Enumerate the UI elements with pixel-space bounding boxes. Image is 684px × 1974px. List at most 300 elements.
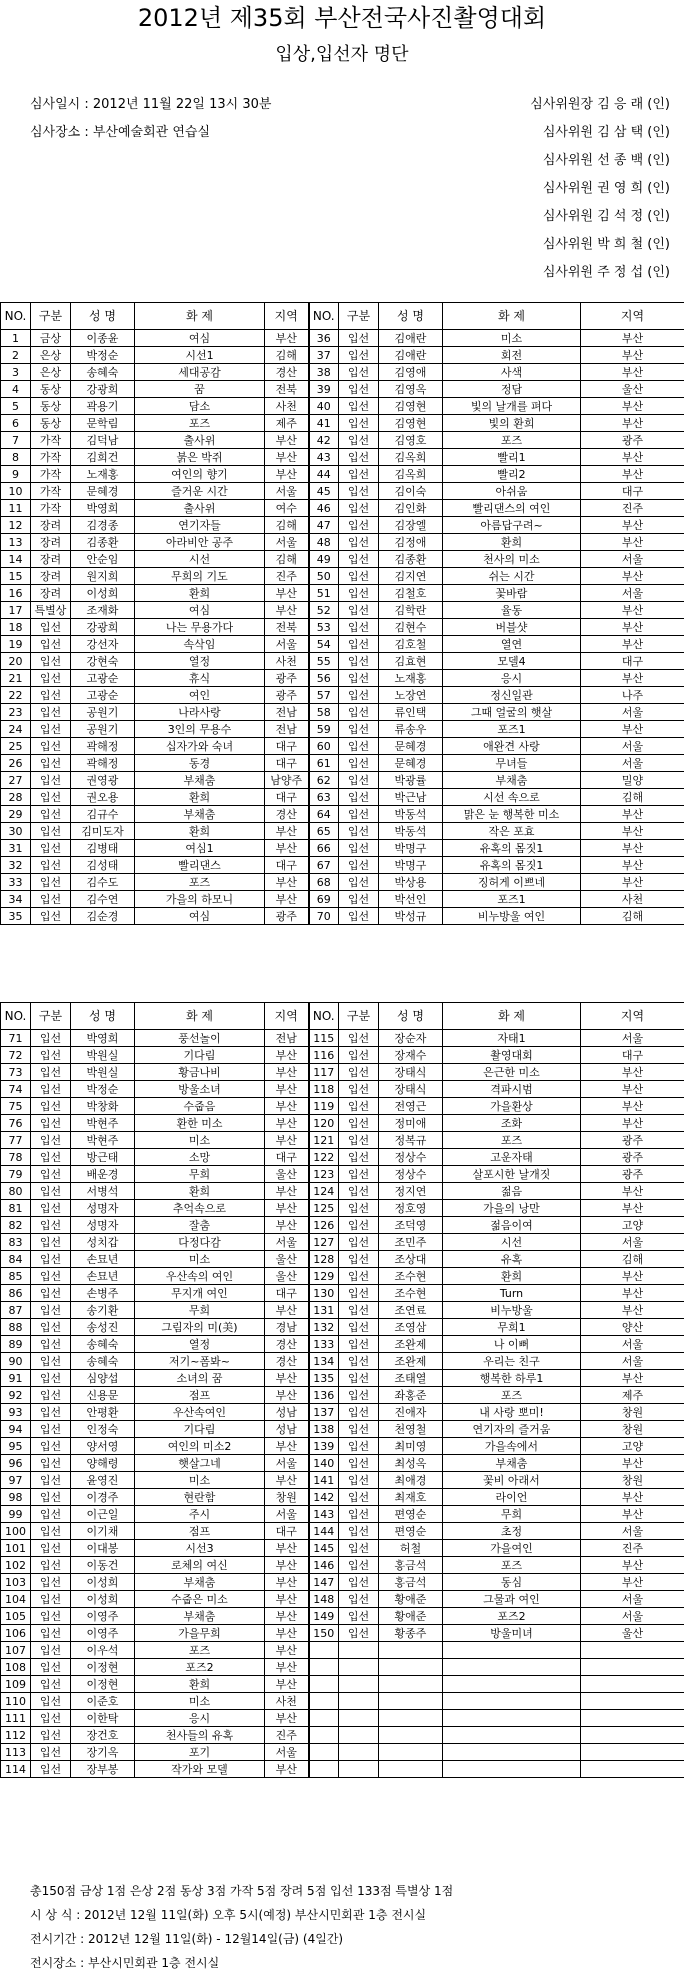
table-cell: 부산 bbox=[581, 670, 684, 687]
table-cell: 입선 bbox=[339, 891, 379, 908]
table-cell: 25 bbox=[1, 738, 31, 755]
table-cell: 입선 bbox=[339, 738, 379, 755]
table-cell: 박성규 bbox=[379, 908, 443, 925]
table-cell: 122 bbox=[309, 1149, 339, 1166]
table-cell: 입선 bbox=[339, 653, 379, 670]
table-cell: 가을여인 bbox=[443, 1540, 581, 1557]
table-cell: 부산 bbox=[581, 364, 684, 381]
table-cell: 입선 bbox=[31, 1642, 71, 1659]
table-cell: 부산 bbox=[581, 415, 684, 432]
table-cell: 울산 bbox=[265, 1251, 309, 1268]
table-cell: 김현수 bbox=[379, 619, 443, 636]
table-cell: 그림자의 미(美) bbox=[135, 1319, 265, 1336]
table-cell: 류송우 bbox=[379, 721, 443, 738]
table-cell: 부산 bbox=[581, 1370, 684, 1387]
table-cell: 입선 bbox=[31, 619, 71, 636]
table-cell: 부산 bbox=[581, 1302, 684, 1319]
table-cell: 입선 bbox=[31, 1506, 71, 1523]
table-cell: 56 bbox=[309, 670, 339, 687]
table-cell: 정지연 bbox=[379, 1183, 443, 1200]
table-cell: 이성희 bbox=[71, 1591, 135, 1608]
table-cell: 입선 bbox=[31, 687, 71, 704]
table-row bbox=[1, 619, 684, 636]
judge-line: 심사위원 박 희 철 (인) bbox=[542, 237, 670, 252]
table-cell bbox=[309, 1744, 339, 1761]
table-cell: 동상 bbox=[31, 398, 71, 415]
table-cell: 입선 bbox=[339, 364, 379, 381]
table-cell: 이영주 bbox=[71, 1625, 135, 1642]
table-cell: 아쉬움 bbox=[443, 483, 581, 500]
table-cell: 연기자의 즐거움 bbox=[443, 1421, 581, 1438]
table-cell: 박광률 bbox=[379, 772, 443, 789]
column-header: 구분 bbox=[339, 1003, 379, 1030]
table-row bbox=[1, 908, 684, 925]
table-cell: 양산 bbox=[581, 1319, 684, 1336]
table-cell: 70 bbox=[309, 908, 339, 925]
table-cell: 김옥희 bbox=[379, 466, 443, 483]
table-cell: 20 bbox=[1, 653, 31, 670]
table-cell bbox=[443, 1710, 581, 1727]
table-cell: 버블샷 bbox=[443, 619, 581, 636]
table-cell: 입선 bbox=[339, 1064, 379, 1081]
table-cell: 22 bbox=[1, 687, 31, 704]
table-cell: 입선 bbox=[339, 1047, 379, 1064]
table-cell: 나는 무용가다 bbox=[135, 619, 265, 636]
table-cell: 창원 bbox=[581, 1472, 684, 1489]
table-cell: 천영철 bbox=[379, 1421, 443, 1438]
table-cell: 세대공감 bbox=[135, 364, 265, 381]
table-cell: 경산 bbox=[265, 1353, 309, 1370]
table-row bbox=[1, 1659, 684, 1676]
table-cell: 부산 bbox=[265, 1761, 309, 1778]
table-cell: 입선 bbox=[31, 1608, 71, 1625]
table-cell: 입선 bbox=[339, 1625, 379, 1642]
judge-line: 심사위원 김 삼 택 (인) bbox=[542, 125, 670, 140]
table-cell: 전영근 bbox=[379, 1098, 443, 1115]
table-cell: 입선 bbox=[31, 1302, 71, 1319]
table-cell: 최성옥 bbox=[379, 1455, 443, 1472]
table-cell: 전남 bbox=[265, 1030, 309, 1047]
table-cell: 입선 bbox=[31, 891, 71, 908]
table-cell: 그물과 여인 bbox=[443, 1591, 581, 1608]
table-cell: 작가와 모델 bbox=[135, 1761, 265, 1778]
table-cell: 대구 bbox=[265, 1523, 309, 1540]
table-cell: 조수현 bbox=[379, 1268, 443, 1285]
table-cell bbox=[379, 1642, 443, 1659]
table-cell: 입선 bbox=[31, 1727, 71, 1744]
table-cell: 입선 bbox=[339, 619, 379, 636]
table-cell: 입선 bbox=[31, 1132, 71, 1149]
table-cell: 부채춤 bbox=[135, 1574, 265, 1591]
table-cell: 신용문 bbox=[71, 1387, 135, 1404]
table-cell: 편영순 bbox=[379, 1506, 443, 1523]
table-cell: 31 bbox=[1, 840, 31, 857]
table-cell: 서울 bbox=[265, 1506, 309, 1523]
table-cell: 입선 bbox=[339, 874, 379, 891]
table-cell bbox=[339, 1659, 379, 1676]
table-cell: 열정 bbox=[135, 653, 265, 670]
table-cell: 무희1 bbox=[443, 1319, 581, 1336]
table-cell: 경산 bbox=[265, 364, 309, 381]
table-row bbox=[1, 1336, 684, 1353]
table-cell: 환희 bbox=[443, 1268, 581, 1285]
table-cell: 77 bbox=[1, 1132, 31, 1149]
table-cell: 시선 속으로 bbox=[443, 789, 581, 806]
table-cell: 권오용 bbox=[71, 789, 135, 806]
table-cell: 환희 bbox=[135, 823, 265, 840]
table-cell: 47 bbox=[309, 517, 339, 534]
table-cell: 응시 bbox=[443, 670, 581, 687]
table-cell: 무희 bbox=[443, 1506, 581, 1523]
table-cell: 정상수 bbox=[379, 1166, 443, 1183]
table-cell: 부산 bbox=[581, 1081, 684, 1098]
table-cell: 136 bbox=[309, 1387, 339, 1404]
table-cell: 초정 bbox=[443, 1523, 581, 1540]
table-cell: 문혜경 bbox=[71, 483, 135, 500]
table-cell: 부채춤 bbox=[135, 1608, 265, 1625]
table-cell: 73 bbox=[1, 1064, 31, 1081]
table-cell: 28 bbox=[1, 789, 31, 806]
table-cell: 무희 bbox=[135, 1166, 265, 1183]
table-cell: 부산 bbox=[581, 721, 684, 738]
table-cell: 13 bbox=[1, 534, 31, 551]
table-cell: 서울 bbox=[581, 551, 684, 568]
table-cell: 포기 bbox=[135, 1744, 265, 1761]
table-cell: 입선 bbox=[339, 1370, 379, 1387]
table-cell: 부산 bbox=[265, 1302, 309, 1319]
table-cell: 116 bbox=[309, 1047, 339, 1064]
table-cell: 124 bbox=[309, 1183, 339, 1200]
table-cell: 부산 bbox=[265, 1608, 309, 1625]
table-cell: 손묘년 bbox=[71, 1251, 135, 1268]
table-cell: 사천 bbox=[265, 653, 309, 670]
column-header: NO. bbox=[309, 1003, 339, 1030]
table-cell: 서울 bbox=[581, 738, 684, 755]
table-cell: 사천 bbox=[581, 891, 684, 908]
table-cell: 입선 bbox=[339, 1523, 379, 1540]
table-cell: 부산 bbox=[265, 1081, 309, 1098]
table-cell bbox=[309, 1693, 339, 1710]
table-cell: 부산 bbox=[265, 1472, 309, 1489]
table-cell: 66 bbox=[309, 840, 339, 857]
table-cell: 입선 bbox=[31, 789, 71, 806]
table-cell: 내 사랑 뽀미! bbox=[443, 1404, 581, 1421]
table-cell: 김수연 bbox=[71, 891, 135, 908]
table-cell: 정미애 bbox=[379, 1115, 443, 1132]
table-row bbox=[1, 534, 684, 551]
table-row bbox=[1, 1030, 684, 1047]
table-row bbox=[1, 1149, 684, 1166]
table-cell: 부산 bbox=[581, 1506, 684, 1523]
table-row bbox=[1, 823, 684, 840]
table-row bbox=[1, 1523, 684, 1540]
table-cell bbox=[581, 1710, 684, 1727]
table-cell: 61 bbox=[309, 755, 339, 772]
table-cell: 김병태 bbox=[71, 840, 135, 857]
table-row bbox=[1, 1625, 684, 1642]
table-cell bbox=[339, 1642, 379, 1659]
table-cell: 입선 bbox=[31, 1336, 71, 1353]
table-cell: 김해 bbox=[581, 908, 684, 925]
table-cell: 고양 bbox=[581, 1438, 684, 1455]
table-cell: 동경 bbox=[135, 755, 265, 772]
table-cell: 부산 bbox=[581, 1268, 684, 1285]
table-cell: 39 bbox=[309, 381, 339, 398]
table-cell bbox=[379, 1727, 443, 1744]
table-cell: 응시 bbox=[135, 1710, 265, 1727]
table-cell: 55 bbox=[309, 653, 339, 670]
table-cell: 59 bbox=[309, 721, 339, 738]
table-cell: 곽용기 bbox=[71, 398, 135, 415]
column-header: NO. bbox=[309, 303, 339, 330]
table-cell: 92 bbox=[1, 1387, 31, 1404]
table-cell: 특별상 bbox=[31, 602, 71, 619]
table-cell: 열정 bbox=[135, 1336, 265, 1353]
table-cell: 74 bbox=[1, 1081, 31, 1098]
table-row bbox=[1, 432, 684, 449]
table-cell: 106 bbox=[1, 1625, 31, 1642]
table-cell: 부채춤 bbox=[443, 772, 581, 789]
table-cell: 김학란 bbox=[379, 602, 443, 619]
table-cell: 기다림 bbox=[135, 1421, 265, 1438]
table-cell: 우산속여인 bbox=[135, 1404, 265, 1421]
judging-date: 심사일시 : 2012년 11월 22일 13시 30분 bbox=[30, 97, 272, 112]
table-cell: 노재홍 bbox=[71, 466, 135, 483]
table-cell: 최미영 bbox=[379, 1438, 443, 1455]
table-row bbox=[1, 857, 684, 874]
column-header: 화 제 bbox=[443, 303, 581, 330]
table-cell: 전북 bbox=[265, 619, 309, 636]
table-cell: 광주 bbox=[581, 432, 684, 449]
judge-line: 심사위원 선 종 백 (인) bbox=[542, 153, 670, 168]
table-cell: 10 bbox=[1, 483, 31, 500]
table-cell: 부산 bbox=[581, 1489, 684, 1506]
table-cell: 141 bbox=[309, 1472, 339, 1489]
table-cell: 부산 bbox=[581, 1200, 684, 1217]
table-cell: 입선 bbox=[31, 1744, 71, 1761]
table-cell: 장려 bbox=[31, 534, 71, 551]
table-cell: 미소 bbox=[135, 1693, 265, 1710]
table-cell: 입선 bbox=[339, 755, 379, 772]
table-row bbox=[1, 1438, 684, 1455]
table-cell: 107 bbox=[1, 1642, 31, 1659]
table-cell: 안순임 bbox=[71, 551, 135, 568]
table-row bbox=[1, 1047, 684, 1064]
table-cell: 강현숙 bbox=[71, 653, 135, 670]
table-cell: 주시 bbox=[135, 1506, 265, 1523]
table-cell: 140 bbox=[309, 1455, 339, 1472]
table-cell: 99 bbox=[1, 1506, 31, 1523]
table-cell: 진주 bbox=[581, 1540, 684, 1557]
table-cell: 대구 bbox=[581, 653, 684, 670]
table-cell: 부산 bbox=[581, 330, 684, 347]
table-cell: 포즈1 bbox=[443, 721, 581, 738]
table-row bbox=[1, 1285, 684, 1302]
table-cell: 휴식 bbox=[135, 670, 265, 687]
table-cell: 입선 bbox=[339, 704, 379, 721]
table-cell: 서울 bbox=[581, 755, 684, 772]
table-cell: 부산 bbox=[581, 534, 684, 551]
table-cell: 입선 bbox=[339, 415, 379, 432]
table-cell: 114 bbox=[1, 1761, 31, 1778]
table-cell: 진주 bbox=[581, 500, 684, 517]
table-cell: 부산 bbox=[581, 1064, 684, 1081]
table-cell: 은상 bbox=[31, 364, 71, 381]
table-cell: 편영순 bbox=[379, 1523, 443, 1540]
table-cell: 이정현 bbox=[71, 1676, 135, 1693]
table-cell: 3인의 무용수 bbox=[135, 721, 265, 738]
table-cell bbox=[379, 1676, 443, 1693]
table-cell: 입선 bbox=[339, 840, 379, 857]
table-row bbox=[1, 1557, 684, 1574]
table-cell: 입선 bbox=[31, 840, 71, 857]
table-cell: 창원 bbox=[581, 1404, 684, 1421]
table-cell: 입선 bbox=[31, 1591, 71, 1608]
table-cell: 115 bbox=[309, 1030, 339, 1047]
table-cell: 조화 bbox=[443, 1115, 581, 1132]
table-cell: 입선 bbox=[339, 1081, 379, 1098]
table-cell: 환한 미소 bbox=[135, 1115, 265, 1132]
table-cell: 강광희 bbox=[71, 619, 135, 636]
table-cell: 조연료 bbox=[379, 1302, 443, 1319]
table-cell: 90 bbox=[1, 1353, 31, 1370]
column-header: 지역 bbox=[581, 1003, 684, 1030]
table-cell: 이종윤 bbox=[71, 330, 135, 347]
table-cell bbox=[379, 1659, 443, 1676]
table-cell: 87 bbox=[1, 1302, 31, 1319]
table-cell: 89 bbox=[1, 1336, 31, 1353]
table-cell: 입선 bbox=[31, 755, 71, 772]
table-cell: 108 bbox=[1, 1659, 31, 1676]
table-cell: 김해 bbox=[265, 517, 309, 534]
table-cell: 144 bbox=[309, 1523, 339, 1540]
table-cell: 경남 bbox=[265, 1319, 309, 1336]
table-cell: 공원기 bbox=[71, 721, 135, 738]
table-cell: 94 bbox=[1, 1421, 31, 1438]
table-cell: 빨리댄스 bbox=[135, 857, 265, 874]
table-cell: 황애준 bbox=[379, 1591, 443, 1608]
table-cell: 박정순 bbox=[71, 347, 135, 364]
table-cell: 박상용 bbox=[379, 874, 443, 891]
table-cell: 서울 bbox=[581, 1234, 684, 1251]
table-cell: 입선 bbox=[31, 1540, 71, 1557]
table-cell: 원지희 bbox=[71, 568, 135, 585]
table-cell: 입선 bbox=[31, 1149, 71, 1166]
table-cell: 부산 bbox=[265, 1132, 309, 1149]
table-cell bbox=[309, 1642, 339, 1659]
table-cell: 울산 bbox=[581, 1625, 684, 1642]
table-cell: 포즈 bbox=[443, 432, 581, 449]
table-cell: 광주 bbox=[265, 908, 309, 925]
table-cell: 입선 bbox=[31, 1064, 71, 1081]
table-cell: 입선 bbox=[339, 398, 379, 415]
table-cell: 여심 bbox=[135, 330, 265, 347]
table-cell bbox=[581, 1676, 684, 1693]
table-cell: 입선 bbox=[339, 789, 379, 806]
table-cell: 입선 bbox=[31, 1421, 71, 1438]
table-cell: 가작 bbox=[31, 466, 71, 483]
table-cell: 대구 bbox=[265, 1149, 309, 1166]
table-cell: 34 bbox=[1, 891, 31, 908]
table-cell: 이영주 bbox=[71, 1608, 135, 1625]
table-cell: 기다림 bbox=[135, 1047, 265, 1064]
table-cell: 포즈 bbox=[135, 874, 265, 891]
table-cell: 작은 포효 bbox=[443, 823, 581, 840]
table-cell: 김효현 bbox=[379, 653, 443, 670]
table-cell: 부채춤 bbox=[135, 772, 265, 789]
table-cell: 부산 bbox=[265, 1098, 309, 1115]
table-cell: 환희 bbox=[443, 534, 581, 551]
column-header: 화 제 bbox=[135, 303, 265, 330]
table-row bbox=[1, 1608, 684, 1625]
table-cell: 서울 bbox=[581, 1523, 684, 1540]
table-cell: 다정다감 bbox=[135, 1234, 265, 1251]
table-cell: 꽃비 아래서 bbox=[443, 1472, 581, 1489]
exhibition-period: 전시기간 : 2012년 12월 11일(화) - 12월14일(금) (4일간) bbox=[30, 1932, 344, 1946]
table-cell: 서병석 bbox=[71, 1183, 135, 1200]
table-cell: 진주 bbox=[265, 1727, 309, 1744]
table-cell: 45 bbox=[309, 483, 339, 500]
table-row bbox=[1, 1353, 684, 1370]
table-cell: 입선 bbox=[31, 704, 71, 721]
table-cell: 조완제 bbox=[379, 1353, 443, 1370]
table-cell: 76 bbox=[1, 1115, 31, 1132]
table-cell: 김해 bbox=[581, 789, 684, 806]
table-cell: 입선 bbox=[339, 687, 379, 704]
table-cell: 서울 bbox=[581, 1608, 684, 1625]
table-cell: 입선 bbox=[31, 1217, 71, 1234]
table-row bbox=[1, 500, 684, 517]
table-row bbox=[1, 1251, 684, 1268]
table-cell: 자태1 bbox=[443, 1030, 581, 1047]
table-cell: 입선 bbox=[31, 1047, 71, 1064]
table-cell: 열연 bbox=[443, 636, 581, 653]
table-cell: 환희 bbox=[135, 1183, 265, 1200]
table-cell: 부산 bbox=[581, 636, 684, 653]
table-cell: 서울 bbox=[265, 1744, 309, 1761]
table-cell: 입선 bbox=[339, 1302, 379, 1319]
table-cell: 142 bbox=[309, 1489, 339, 1506]
table-cell: 포즈2 bbox=[443, 1608, 581, 1625]
table-cell: 113 bbox=[1, 1744, 31, 1761]
table-cell: 햇살그네 bbox=[135, 1455, 265, 1472]
table-cell: 97 bbox=[1, 1472, 31, 1489]
table-cell: 경산 bbox=[265, 1336, 309, 1353]
table-cell bbox=[581, 1761, 684, 1778]
table-cell: 심양섭 bbox=[71, 1370, 135, 1387]
table-cell: 부산 bbox=[265, 1574, 309, 1591]
table-cell: 127 bbox=[309, 1234, 339, 1251]
table-cell: 장태식 bbox=[379, 1064, 443, 1081]
column-header: 지역 bbox=[265, 1003, 309, 1030]
table-cell: 서울 bbox=[265, 1234, 309, 1251]
table-cell: 입선 bbox=[339, 1404, 379, 1421]
table-cell: 진주 bbox=[265, 568, 309, 585]
table-cell: 부산 bbox=[265, 1659, 309, 1676]
table-cell: 입선 bbox=[31, 874, 71, 891]
table-cell: 입선 bbox=[339, 1234, 379, 1251]
table-cell: 부채춤 bbox=[443, 1455, 581, 1472]
table-cell: 아름답구려~ bbox=[443, 517, 581, 534]
table-cell: 부산 bbox=[265, 1438, 309, 1455]
table-cell: 송기환 bbox=[71, 1302, 135, 1319]
table-cell: 울산 bbox=[265, 1166, 309, 1183]
table-cell bbox=[339, 1693, 379, 1710]
table-row bbox=[1, 449, 684, 466]
table-cell: 부산 bbox=[265, 1591, 309, 1608]
table-cell: 입선 bbox=[339, 1574, 379, 1591]
table-cell: 81 bbox=[1, 1200, 31, 1217]
